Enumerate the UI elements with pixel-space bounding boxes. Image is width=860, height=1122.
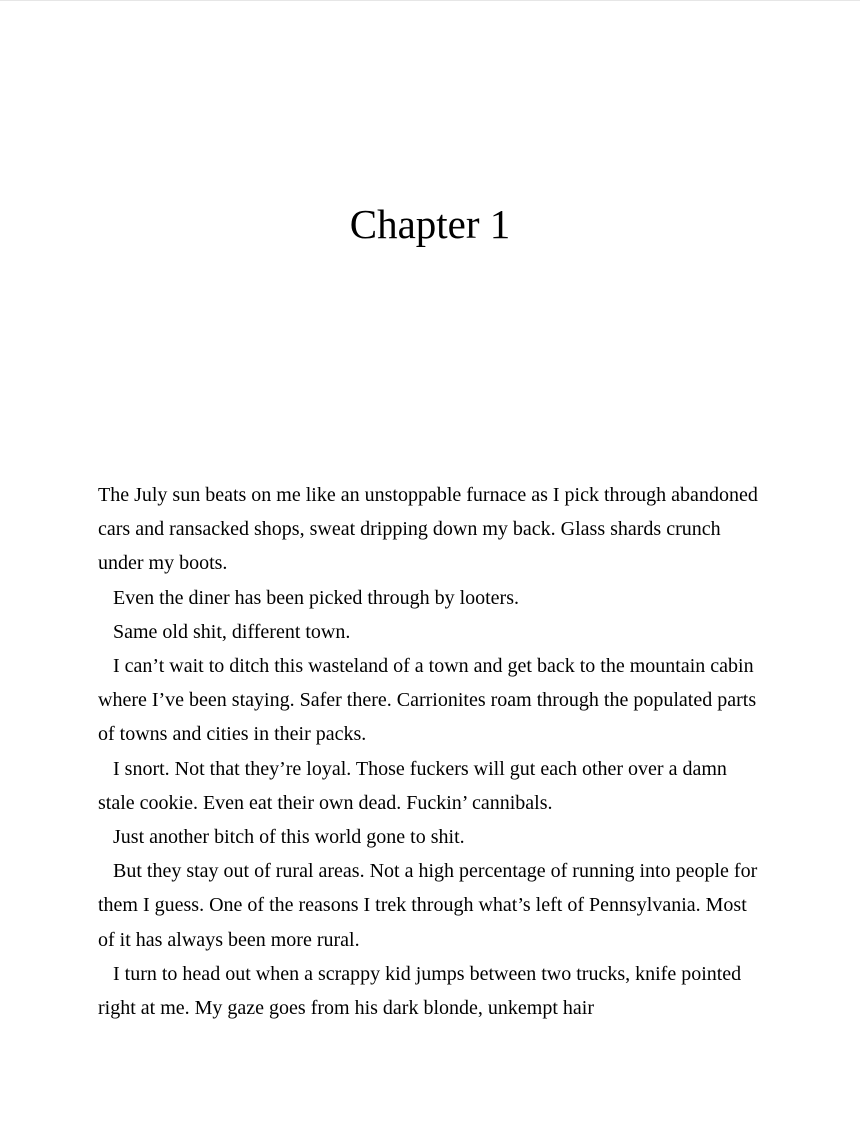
chapter-body (98, 478, 762, 1025)
paragraph: The July sun beats on me like an unstoppable furnace as I pick through abandoned cars and ransacked shops, sweat dripping down my back. Glass shards crunch under my boots. (98, 484, 758, 575)
book-page (98, 0, 762, 1122)
paragraph: But they stay out of rural areas. Not a high percentage of running into people for them I guess. One of the reasons I trek through what’s left of Pennsylvania. Most of it has always been more rural. (98, 860, 758, 951)
paragraph: I snort. Not that they’re loyal. Those fuckers will gut each other over a damn stale cookie. Even eat their own dead. Fuckin’ cannibals. (98, 757, 727, 814)
paragraph: Same old shit, different town. (113, 620, 351, 643)
paragraph: I can’t wait to ditch this wasteland of a town and get back to the mountain cabin where I’ve been staying. Safer there. Carrionites roam through the populated parts of towns and cities in their packs. (98, 655, 757, 746)
paragraph: Even the diner has been picked through by looters. (113, 586, 519, 609)
paragraph: I turn to head out when a scrappy kid jumps between two trucks, knife pointed right at me. My gaze goes from his dark blonde, unkempt hair (98, 962, 742, 1020)
chapter-title: Chapter 1 (349, 201, 511, 247)
paragraph: Just another bitch of this world gone to shit. (113, 826, 465, 849)
